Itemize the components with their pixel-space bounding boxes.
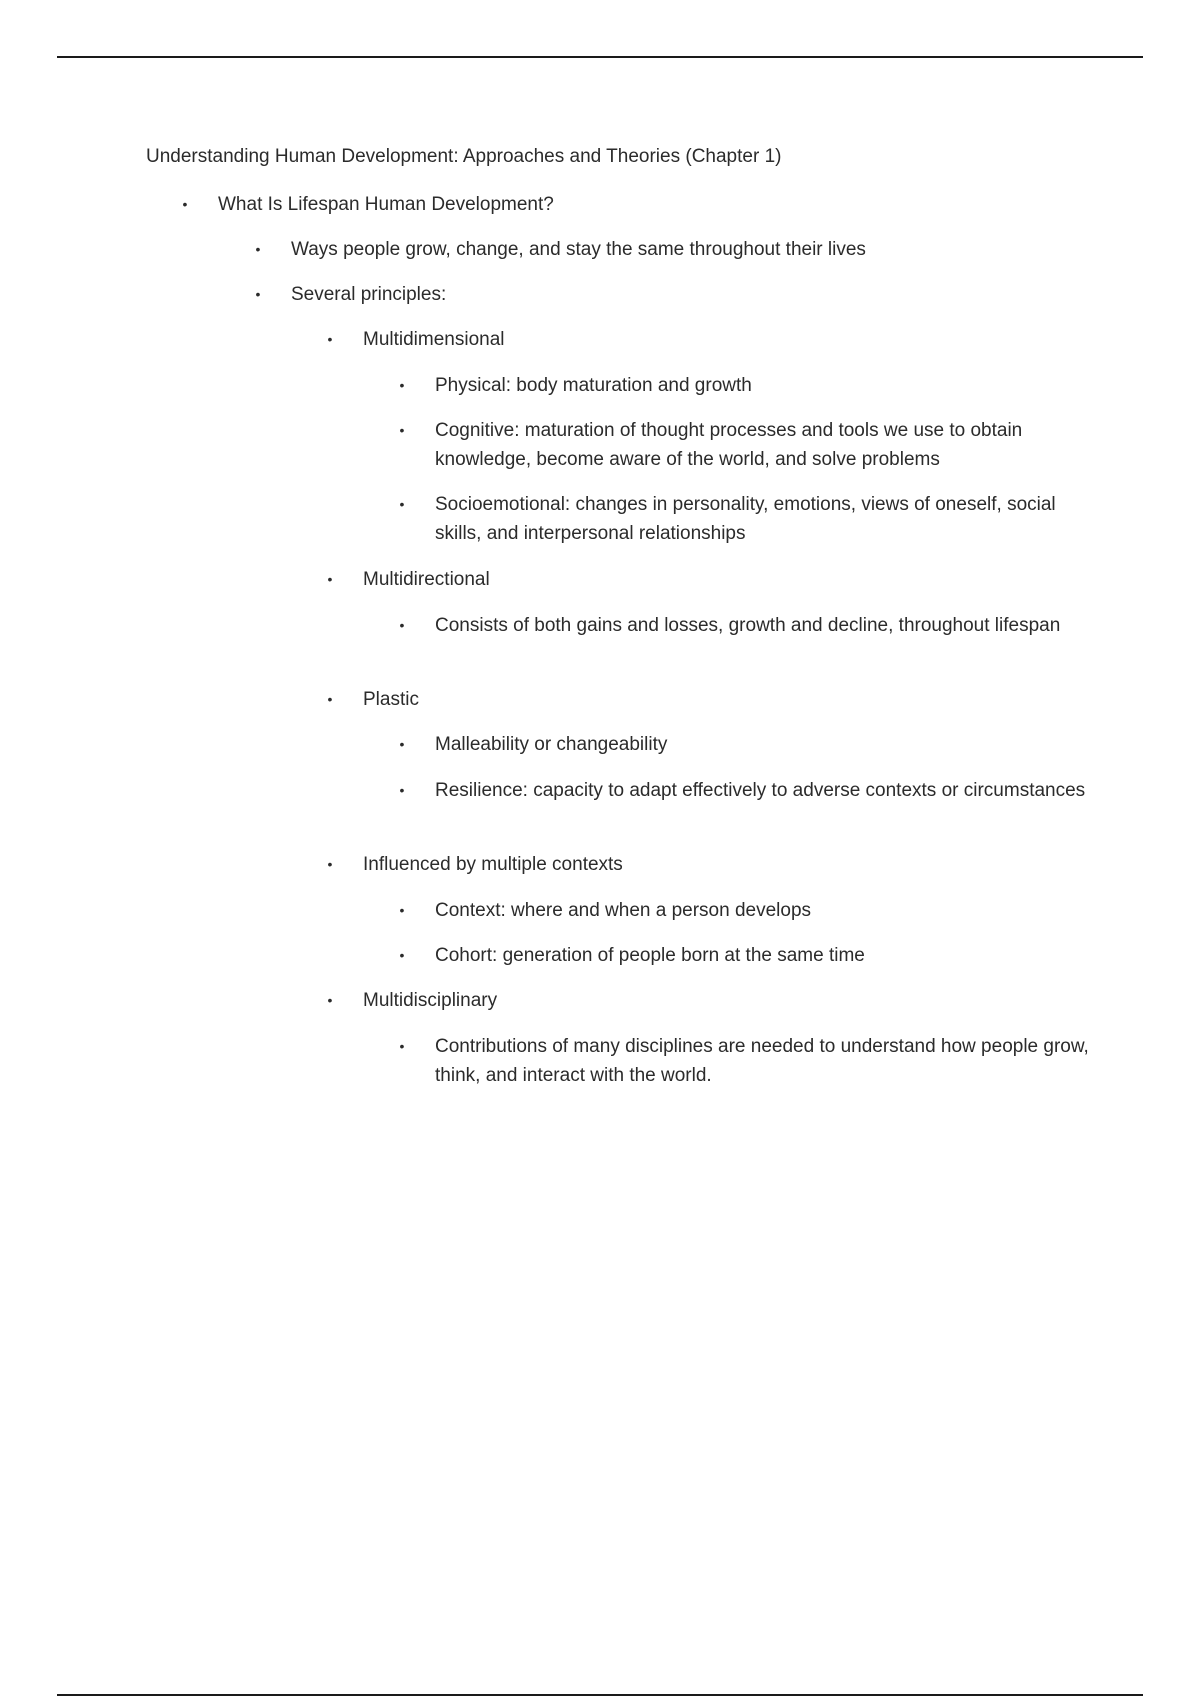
- bullet-icon: •: [327, 691, 333, 707]
- list-item-text: Cohort: generation of people born at the same time: [435, 945, 865, 966]
- list-item: [399, 371, 1095, 400]
- bullet-icon: •: [399, 1038, 405, 1054]
- document-title: Understanding Human Development: Approaches and Theories (Chapter 1): [146, 146, 782, 167]
- list-item: [399, 776, 1095, 805]
- bullet-icon: •: [399, 782, 405, 798]
- list-item-text: Multidimensional: [363, 329, 505, 350]
- list-item-text: Consists of both gains and losses, growth and decline, throughout lifespan: [435, 615, 1061, 636]
- list-item-text: Cognitive: maturation of thought processes and tools we use to obtain knowledge, become aware of the world, and solve problems: [435, 420, 1023, 470]
- bullet-icon: •: [399, 377, 405, 393]
- list-item: [399, 1032, 1095, 1090]
- list-item: [399, 416, 1095, 474]
- list-item-text: Contributions of many disciplines are needed to understand how people grow, think, and interact with the world.: [435, 1036, 1089, 1086]
- list-item: [399, 896, 1095, 925]
- list-item: [255, 235, 866, 264]
- bullet-icon: •: [399, 617, 405, 633]
- list-item: [399, 611, 1095, 640]
- footer-rule: [57, 1694, 1143, 1696]
- bullet-icon: •: [399, 736, 405, 752]
- list-item-text: Physical: body maturation and growth: [435, 375, 752, 396]
- list-item: [255, 280, 447, 309]
- bullet-icon: •: [399, 496, 405, 512]
- header-rule: [57, 56, 1143, 58]
- bullet-icon: •: [399, 902, 405, 918]
- bullet-icon: •: [327, 992, 333, 1008]
- bullet-icon: •: [255, 241, 261, 257]
- bullet-icon: •: [327, 331, 333, 347]
- list-item: [327, 565, 490, 594]
- list-item-text: Resilience: capacity to adapt effectively to adverse contexts or circumstances: [435, 780, 1086, 801]
- bullet-icon: •: [182, 196, 188, 212]
- list-item: [327, 685, 419, 714]
- list-item: [399, 490, 1095, 548]
- bullet-icon: •: [399, 947, 405, 963]
- list-item-text: Several principles:: [291, 284, 447, 305]
- list-item-text: Socioemotional: changes in personality, emotions, views of oneself, social skills, and interpersonal relationships: [435, 494, 1056, 544]
- bullet-icon: •: [399, 422, 405, 438]
- list-item-text: What Is Lifespan Human Development?: [218, 194, 554, 215]
- list-item-text: Plastic: [363, 689, 419, 710]
- bullet-icon: •: [327, 571, 333, 587]
- list-item-text: Multidisciplinary: [363, 990, 498, 1011]
- bullet-icon: •: [255, 286, 261, 302]
- list-item-text: Ways people grow, change, and stay the same throughout their lives: [291, 239, 866, 260]
- list-item: [327, 325, 505, 354]
- list-item-text: Malleability or changeability: [435, 734, 668, 755]
- list-item: [182, 190, 554, 219]
- list-item-text: Multidirectional: [363, 569, 490, 590]
- list-item: [327, 850, 623, 879]
- bullet-icon: •: [327, 856, 333, 872]
- list-item: [399, 730, 1095, 759]
- list-item-text: Context: where and when a person develops: [435, 900, 812, 921]
- list-item-text: Influenced by multiple contexts: [363, 854, 623, 875]
- list-item: [399, 941, 1095, 970]
- list-item: [327, 986, 498, 1015]
